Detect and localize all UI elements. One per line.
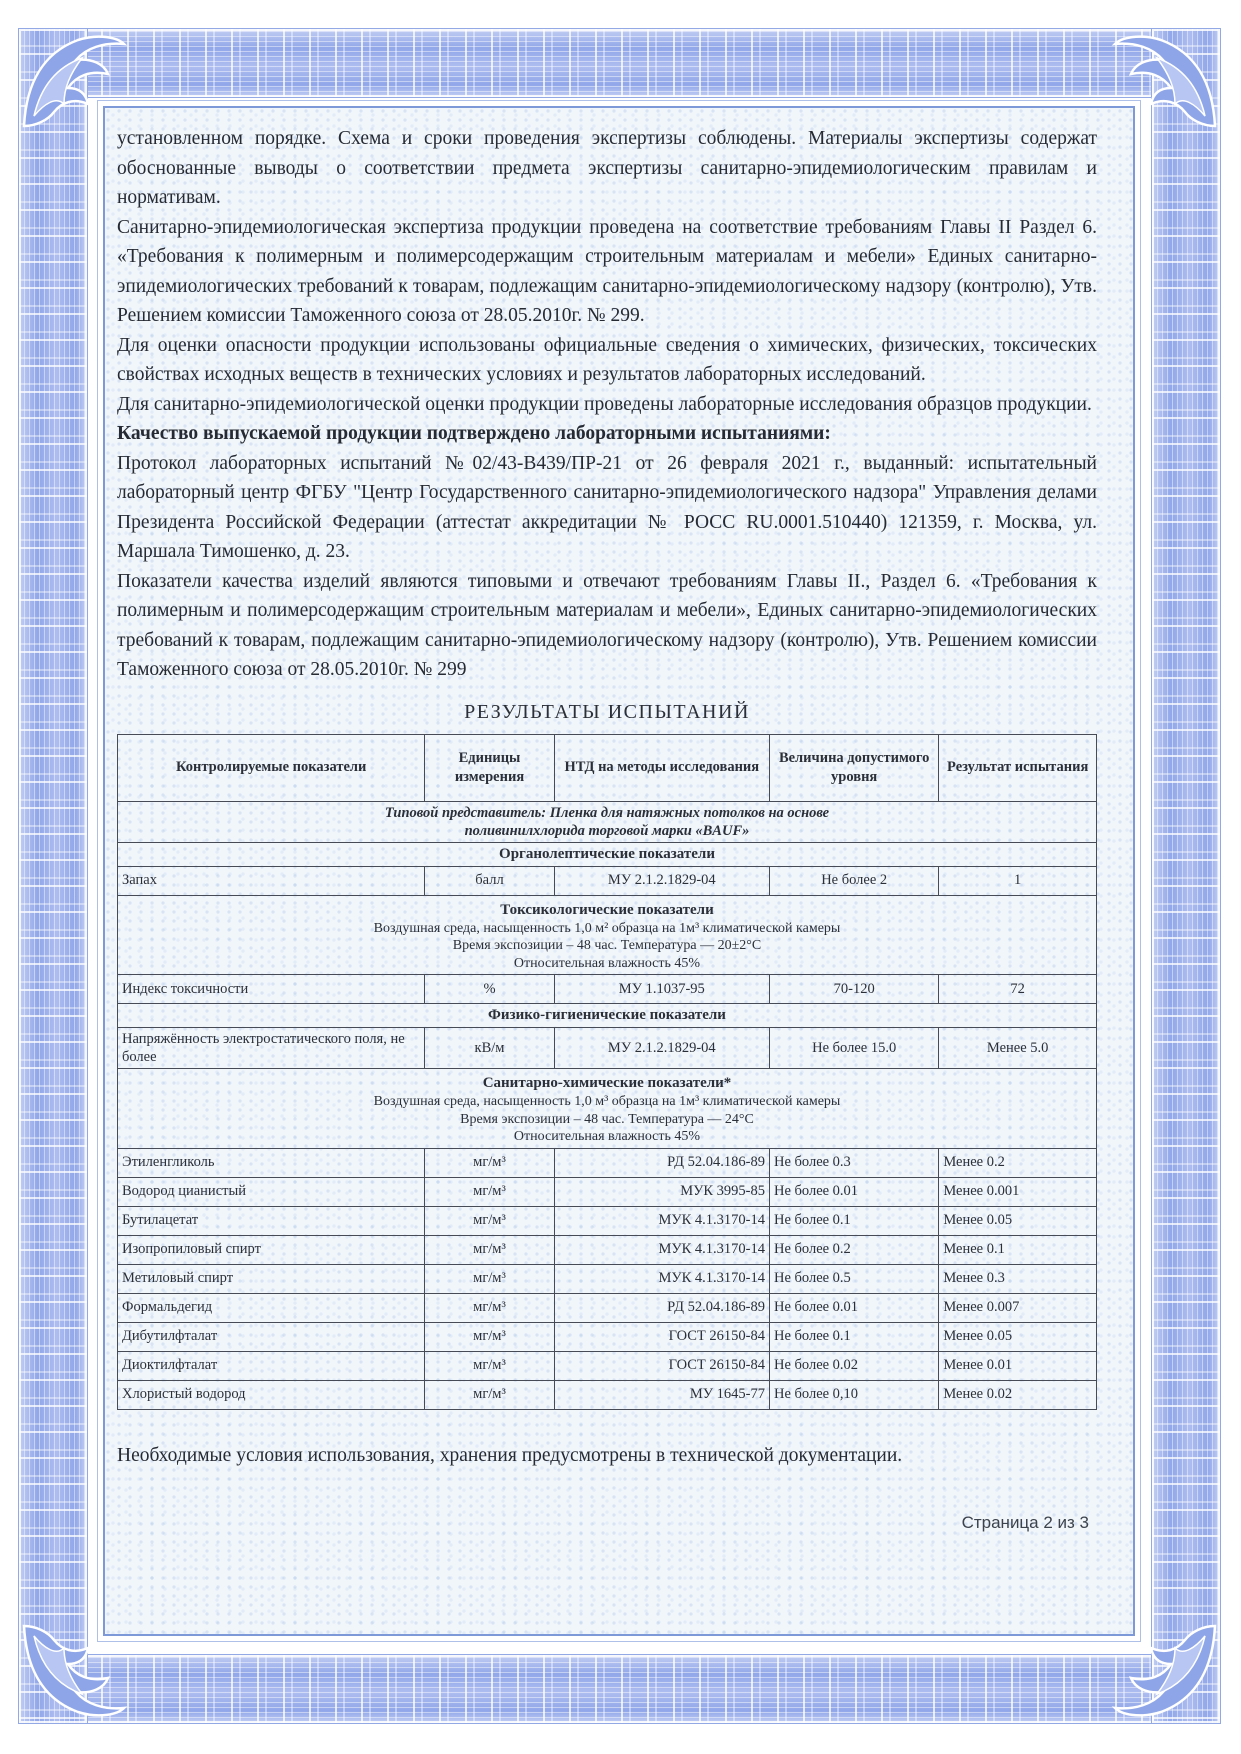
cell-result: Менее 0.3 <box>939 1264 1097 1293</box>
cell-limit: Не более 0.01 <box>769 1177 938 1206</box>
cell-unit: мг/м³ <box>425 1293 554 1322</box>
table-row <box>118 866 1097 895</box>
cell-result: Менее 0.1 <box>939 1235 1097 1264</box>
cell-limit: Не более 2 <box>769 866 938 895</box>
cell-result: Менее 0.05 <box>939 1206 1097 1235</box>
typical-representative-line: поливинилхлорида торговой марки «BAUF» <box>464 822 750 839</box>
paragraph-quality-statement: Качество выпускаемой продукции подтверждено лабораторными испытаниями: <box>117 423 831 444</box>
cell-indicator: Водород цианистый <box>118 1177 425 1206</box>
cell-indicator: Дибутилфталат <box>118 1322 425 1351</box>
corner-flourish-icon <box>20 30 130 140</box>
cell-unit: мг/м³ <box>425 1322 554 1351</box>
table-row <box>118 1206 1097 1235</box>
table-row <box>118 1177 1097 1206</box>
cell-method: МУ 1645-77 <box>554 1380 769 1409</box>
cell-unit: мг/м³ <box>425 1351 554 1380</box>
cell-method: МУ 1.1037-95 <box>554 975 769 1004</box>
cell-result: Менее 0.2 <box>939 1148 1097 1177</box>
cell-unit: мг/м³ <box>425 1380 554 1409</box>
cell-method: МУ 2.1.2.1829-04 <box>554 1027 769 1068</box>
cell-method: МУК 4.1.3170-14 <box>554 1206 769 1235</box>
column-header: Контролируемые показатели <box>118 734 425 801</box>
cell-method: РД 52.04.186-89 <box>554 1148 769 1177</box>
test-condition: Воздушная среда, насыщенность 1,0 м³ образца на 1м³ климатической камеры <box>373 1094 841 1109</box>
table-row <box>118 1235 1097 1264</box>
cell-unit: мг/м³ <box>425 1235 554 1264</box>
closing-paragraph: Необходимые условия использования, хранения предусмотрены в технической документации. <box>117 1444 903 1466</box>
cell-result: Менее 5.0 <box>939 1027 1097 1068</box>
test-condition: Воздушная среда, насыщенность 1,0 м² образца на 1м³ климатической камеры <box>373 920 841 936</box>
cell-limit: 70-120 <box>769 975 938 1004</box>
table-row <box>118 975 1097 1004</box>
cell-unit: мг/м³ <box>425 1177 554 1206</box>
paragraph: установленном порядке. Схема и сроки проведения экспертизы соблюдены. Материалы экспертизы содержат обоснованные выводы о соответствии предмета экспертизы санитарно-эпидемиологическим правилам и нормативам. <box>117 128 1097 208</box>
paragraph-protocol: Протокол лабораторных испытаний №02/43-В439/ПР-21 от 26 февраля 2021 г., выданный: испытательный лабораторный центр ФГБУ "Центр Государственного санитарно-эпидемиологического надзора" Управления делами Президента Российской Федерации (аттестат аккредитации № РОСС RU.0001.510440) 121359, г. Москва, ул. Маршала Тимошенко, д. 23. <box>117 452 1097 562</box>
cell-limit: Не более 0.5 <box>769 1264 938 1293</box>
cell-result: Менее 0.007 <box>939 1293 1097 1322</box>
cell-limit: Не более 0,10 <box>769 1380 938 1409</box>
corner-flourish-icon <box>1109 1612 1219 1722</box>
section-title: Санитарно-химические показатели* <box>482 1075 732 1091</box>
paragraph: Показатели качества изделий являются типовыми и отвечают требованиям Главы II., Раздел 6. «Требования к полимерным и полимерсодержащим строительным материалам и мебели», Единых санитарно-эпидемиологических требований к товарам, подлежащим санитарно-эпидемиологическому надзору (контролю), Утв. Решением комиссии Таможенного союза от 28.05.2010г. № 299 <box>117 570 1097 680</box>
column-header: Единицы измерения <box>425 734 554 801</box>
cell-indicator: Хлористый водород <box>118 1380 425 1409</box>
cell-method: МУК 4.1.3170-14 <box>554 1264 769 1293</box>
cell-indicator: Индекс токсичности <box>118 975 425 1004</box>
table-row <box>118 1322 1097 1351</box>
document-body <box>105 108 1133 1533</box>
cell-unit: мг/м³ <box>425 1206 554 1235</box>
test-condition: Время экспозиции – 48 час. Температура — 20±2°С <box>452 938 762 953</box>
cell-result: 1 <box>939 866 1097 895</box>
cell-unit: кВ/м <box>425 1027 554 1068</box>
cell-indicator: Изопропиловый спирт <box>118 1235 425 1264</box>
cell-limit: Не более 0.02 <box>769 1351 938 1380</box>
typical-representative-line: Типовой представитель: Пленка для натяжных потолков на основе <box>384 804 830 821</box>
section-header-row <box>118 1069 1097 1149</box>
cell-limit: Не более 15.0 <box>769 1027 938 1068</box>
cell-result: Менее 0.01 <box>939 1351 1097 1380</box>
corner-flourish-icon <box>20 1612 130 1722</box>
cell-indicator: Диоктилфталат <box>118 1351 425 1380</box>
section-title: Органолептические показатели <box>118 842 1097 866</box>
cell-indicator: Формальдегид <box>118 1293 425 1322</box>
table-row <box>118 1148 1097 1177</box>
test-condition: Время экспозиции – 48 час. Температура — 24°С <box>460 1111 754 1127</box>
cell-method: РД 52.04.186-89 <box>554 1293 769 1322</box>
results-title: РЕЗУЛЬТАТЫ ИСПЫТАНИЙ <box>464 700 750 723</box>
cell-limit: Не более 0.1 <box>769 1322 938 1351</box>
cell-unit: мг/м³ <box>425 1148 554 1177</box>
cell-result: Менее 0.001 <box>939 1177 1097 1206</box>
border-band-left <box>18 28 88 1724</box>
paragraph: Для санитарно-эпидемиологической оценки продукции проведены лабораторные исследования образцов продукции. <box>117 393 1092 415</box>
section-title: Физико-гигиенические показатели <box>118 1004 1097 1028</box>
cell-method: МУК 4.1.3170-14 <box>554 1235 769 1264</box>
cell-limit: Не более 0.01 <box>769 1293 938 1322</box>
paragraph: Санитарно-эпидемиологическая экспертиза продукции проведена на соответствие требованиям Главы II Раздел 6. «Требования к полимерным и полимерсодержащим строительным материалам и мебели» Единых санитарно-эпидемиологических требований к товарам, подлежащим санитарно-эпидемиологическому надзору (контролю), Утв. Решением комиссии Таможенного союза от 28.05.2010г. № 299. <box>117 216 1097 326</box>
corner-flourish-icon <box>1109 30 1219 140</box>
test-condition: Относительная влажность 45% <box>513 955 701 971</box>
cell-limit: Не более 0.1 <box>769 1206 938 1235</box>
typical-representative-row <box>118 801 1097 842</box>
cell-limit: Не более 0.3 <box>769 1148 938 1177</box>
section-header-row <box>118 1004 1097 1028</box>
border-band-top <box>18 28 1221 98</box>
column-header: Результат испытания <box>939 734 1097 801</box>
cell-unit: мг/м³ <box>425 1264 554 1293</box>
table-row <box>118 1027 1097 1068</box>
test-condition: Относительная влажность 45% <box>513 1129 701 1144</box>
table-row <box>118 1351 1097 1380</box>
cell-indicator: Этиленгликоль <box>118 1148 425 1177</box>
page-number: Страница 2 из 3 <box>961 1512 1089 1532</box>
results-table <box>117 734 1097 1410</box>
cell-indicator: Метиловый спирт <box>118 1264 425 1293</box>
column-header: Величина допустимого уровня <box>769 734 938 801</box>
table-header-row <box>118 734 1097 801</box>
cell-limit: Не более 0.2 <box>769 1235 938 1264</box>
border-band-bottom <box>18 1654 1221 1724</box>
cell-indicator: Напряжённость электростатического поля, не более <box>118 1027 425 1068</box>
section-title: Токсикологические показатели <box>500 901 714 918</box>
cell-method: МУК 3995-85 <box>554 1177 769 1206</box>
cell-method: ГОСТ 26150-84 <box>554 1322 769 1351</box>
document-content-frame <box>103 106 1135 1636</box>
table-row <box>118 1293 1097 1322</box>
column-header: НТД на методы исследования <box>554 734 769 801</box>
cell-indicator: Запах <box>118 866 425 895</box>
cell-indicator: Бутилацетат <box>118 1206 425 1235</box>
cell-result: 72 <box>939 975 1097 1004</box>
cell-result: Менее 0.05 <box>939 1322 1097 1351</box>
section-header-row <box>118 895 1097 975</box>
cell-method: ГОСТ 26150-84 <box>554 1351 769 1380</box>
section-header-row <box>118 842 1097 866</box>
paragraph: Для оценки опасности продукции использованы официальные сведения о химических, физических, токсических свойствах исходных веществ в технических условиях и результатов лабораторных исследований. <box>117 334 1097 385</box>
table-row <box>118 1264 1097 1293</box>
cell-result: Менее 0.02 <box>939 1380 1097 1409</box>
cell-unit: балл <box>425 866 554 895</box>
table-row <box>118 1380 1097 1409</box>
border-band-right <box>1151 28 1221 1724</box>
cell-unit: % <box>425 975 554 1004</box>
cell-method: МУ 2.1.2.1829-04 <box>554 866 769 895</box>
